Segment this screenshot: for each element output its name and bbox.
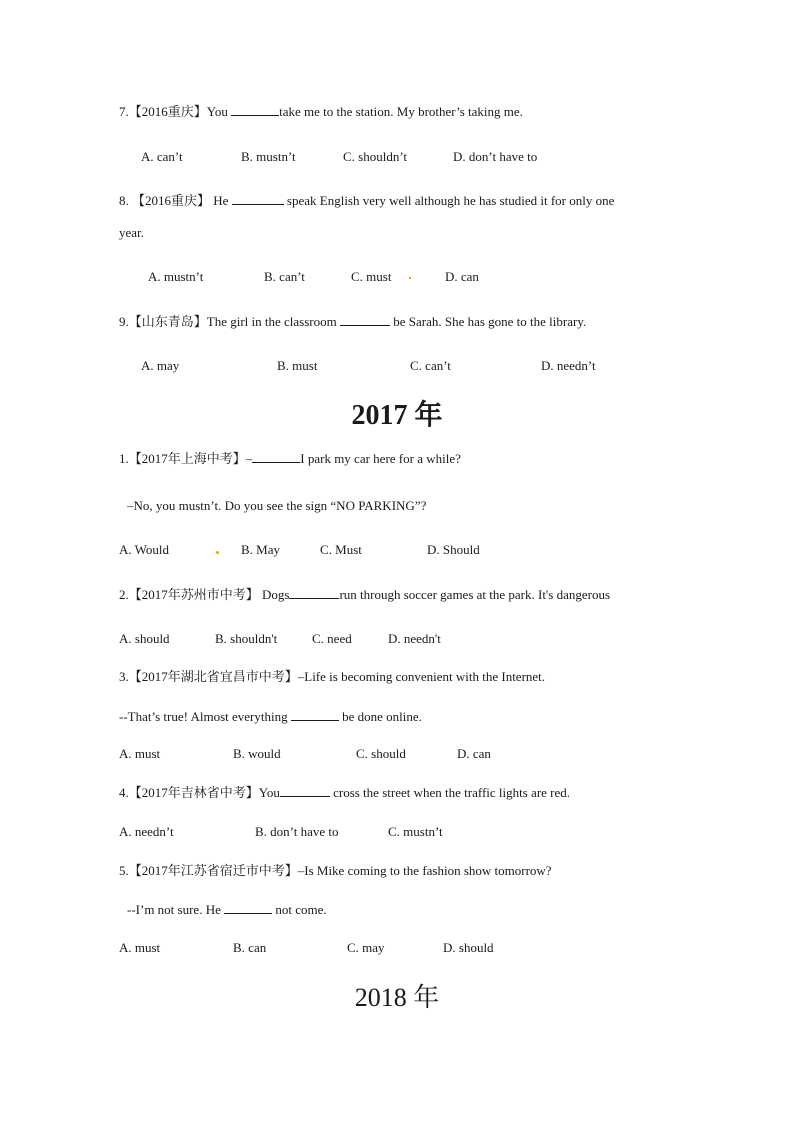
option-b: B. can’t xyxy=(264,269,305,284)
option-d: D. Should xyxy=(427,542,480,557)
option-c: C. shouldn’t xyxy=(343,149,408,164)
question-text: cross the street when the traffic lights are red. xyxy=(329,785,571,800)
option-c: C. need xyxy=(312,631,352,646)
option-a: A. Would xyxy=(119,542,169,557)
question-1 xyxy=(119,450,461,468)
question-text: 2.【2017年苏州市中考】 Dogs xyxy=(119,587,290,602)
option-b: B. don’t have to xyxy=(255,824,339,839)
dialogue-reply: –No, you mustn’t. Do you see the sign “NO PARKING”? xyxy=(127,498,427,513)
question-3: 3.【2017年湖北省宜昌市中考】–Life is becoming convenient with the Internet. xyxy=(119,669,546,684)
option-b: B. May xyxy=(241,542,280,557)
question-text: run through soccer games at the park. It's dangerous xyxy=(339,587,611,602)
question-8 xyxy=(119,192,614,210)
option-b: B. can xyxy=(233,940,267,955)
answer-blank xyxy=(232,192,284,205)
reply-text: be done online. xyxy=(338,709,422,724)
option-a: A. must xyxy=(119,940,161,955)
option-b: B. must xyxy=(277,358,318,373)
section-heading-2018: 2018 年 xyxy=(354,983,440,1012)
option-a: A. needn’t xyxy=(119,824,174,839)
reply-text: not come. xyxy=(272,902,327,917)
question-text: take me to the station. My brother’s taking me. xyxy=(279,104,523,119)
stray-mark xyxy=(409,277,411,279)
dialogue-reply xyxy=(119,708,422,726)
stray-mark xyxy=(216,551,219,554)
option-a: A. must xyxy=(119,746,161,761)
option-c: C. mustn’t xyxy=(388,824,443,839)
reply-text: --That’s true! Almost everything xyxy=(119,709,291,724)
question-text: 8. 【2016重庆】 He xyxy=(119,193,232,208)
option-b: B. mustn’t xyxy=(241,149,296,164)
question-text: 1.【2017年上海中考】– xyxy=(119,451,253,466)
question-text: 9.【山东青岛】The girl in the classroom xyxy=(119,314,340,329)
option-b: B. would xyxy=(233,746,281,761)
question-5: 5.【2017年江苏省宿迁市中考】–Is Mike coming to the fashion show tomorrow? xyxy=(119,863,552,878)
answer-blank xyxy=(340,313,390,326)
answer-blank xyxy=(252,450,300,463)
option-d: D. should xyxy=(443,940,494,955)
option-a: A. should xyxy=(119,631,170,646)
question-2 xyxy=(119,586,610,604)
option-a: A. can’t xyxy=(141,149,183,164)
option-d: D. needn't xyxy=(388,631,441,646)
option-d: D. can xyxy=(457,746,491,761)
question-text: speak English very well although he has studied it for only one xyxy=(283,193,615,208)
option-c: C. should xyxy=(356,746,406,761)
option-c: C. may xyxy=(347,940,385,955)
option-a: A. may xyxy=(141,358,180,373)
answer-blank xyxy=(289,586,339,599)
option-b: B. shouldn't xyxy=(215,631,278,646)
question-9 xyxy=(119,313,586,331)
answer-blank xyxy=(224,901,272,914)
question-4 xyxy=(119,784,570,802)
question-text: be Sarah. She has gone to the library. xyxy=(389,314,587,329)
option-d: D. don’t have to xyxy=(453,149,538,164)
answer-blank xyxy=(280,784,330,797)
section-heading-2017: 2017 年 xyxy=(351,400,443,431)
option-a: A. mustn’t xyxy=(148,269,204,284)
answer-blank xyxy=(231,103,279,116)
option-d: D. can xyxy=(445,269,479,284)
option-c: C. must xyxy=(351,269,392,284)
option-c: C. Must xyxy=(320,542,362,557)
option-c: C. can’t xyxy=(410,358,451,373)
dialogue-reply xyxy=(127,901,327,919)
reply-text: --I’m not sure. He xyxy=(127,902,225,917)
question-text: 7.【2016重庆】You xyxy=(119,104,232,119)
question-7 xyxy=(119,103,523,121)
option-d: D. needn’t xyxy=(541,358,596,373)
question-8-continuation: year. xyxy=(119,225,144,240)
answer-blank xyxy=(291,708,339,721)
question-text: I park my car here for a while? xyxy=(300,451,461,466)
question-text: 4.【2017年吉林省中考】You xyxy=(119,785,280,800)
